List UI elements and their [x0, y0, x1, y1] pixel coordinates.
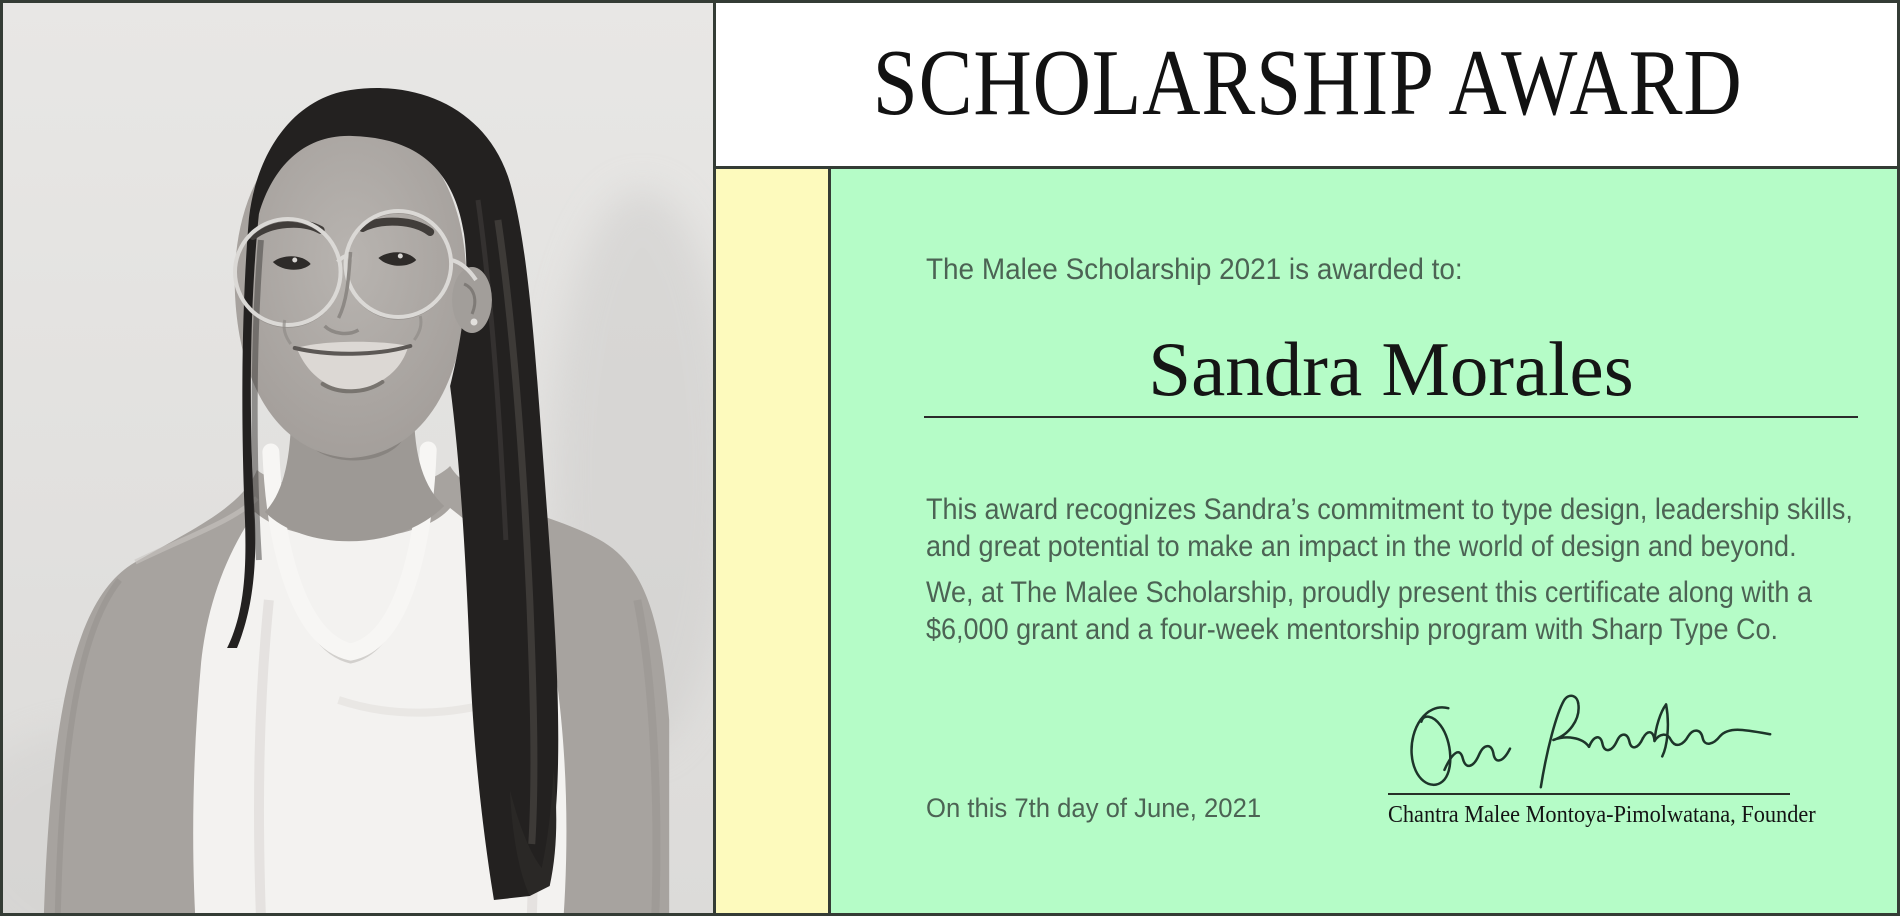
- paragraph-line: We, at The Malee Scholarship, proudly present this certificate along with a: [926, 576, 1812, 609]
- recipient-name-underline: [924, 326, 1858, 418]
- signature-rule: [1388, 793, 1790, 795]
- page-title: SCHOLARSHIP AWARD: [873, 31, 1743, 135]
- date-line: On this 7th day of June, 2021: [926, 793, 1262, 823]
- founder-name: Chantra Malee Montoya-Pimolwatana, Founder: [1388, 802, 1816, 828]
- award-body: [926, 491, 1900, 648]
- recipient-name: Sandra Morales: [1148, 326, 1634, 412]
- portrait-photo: [0, 0, 716, 916]
- certificate-panel: [831, 169, 1900, 916]
- portrait-illustration: [0, 0, 713, 916]
- signature-image: [1388, 687, 1790, 793]
- award-paragraph: [926, 574, 1900, 648]
- intro-line: The Malee Scholarship 2021 is awarded to:: [926, 253, 1463, 286]
- signature-block: [1388, 687, 1816, 829]
- paragraph-line: This award recognizes Sandra’s commitment to type design, leadership skills,: [926, 493, 1853, 526]
- paragraph-line: and great potential to make an impact in the world of design and beyond.: [926, 530, 1797, 563]
- accent-stripe: [716, 169, 831, 916]
- award-header: [716, 0, 1900, 169]
- award-paragraph: [926, 491, 1900, 565]
- paragraph-line: $6,000 grant and a four-week mentorship program with Sharp Type Co.: [926, 613, 1778, 646]
